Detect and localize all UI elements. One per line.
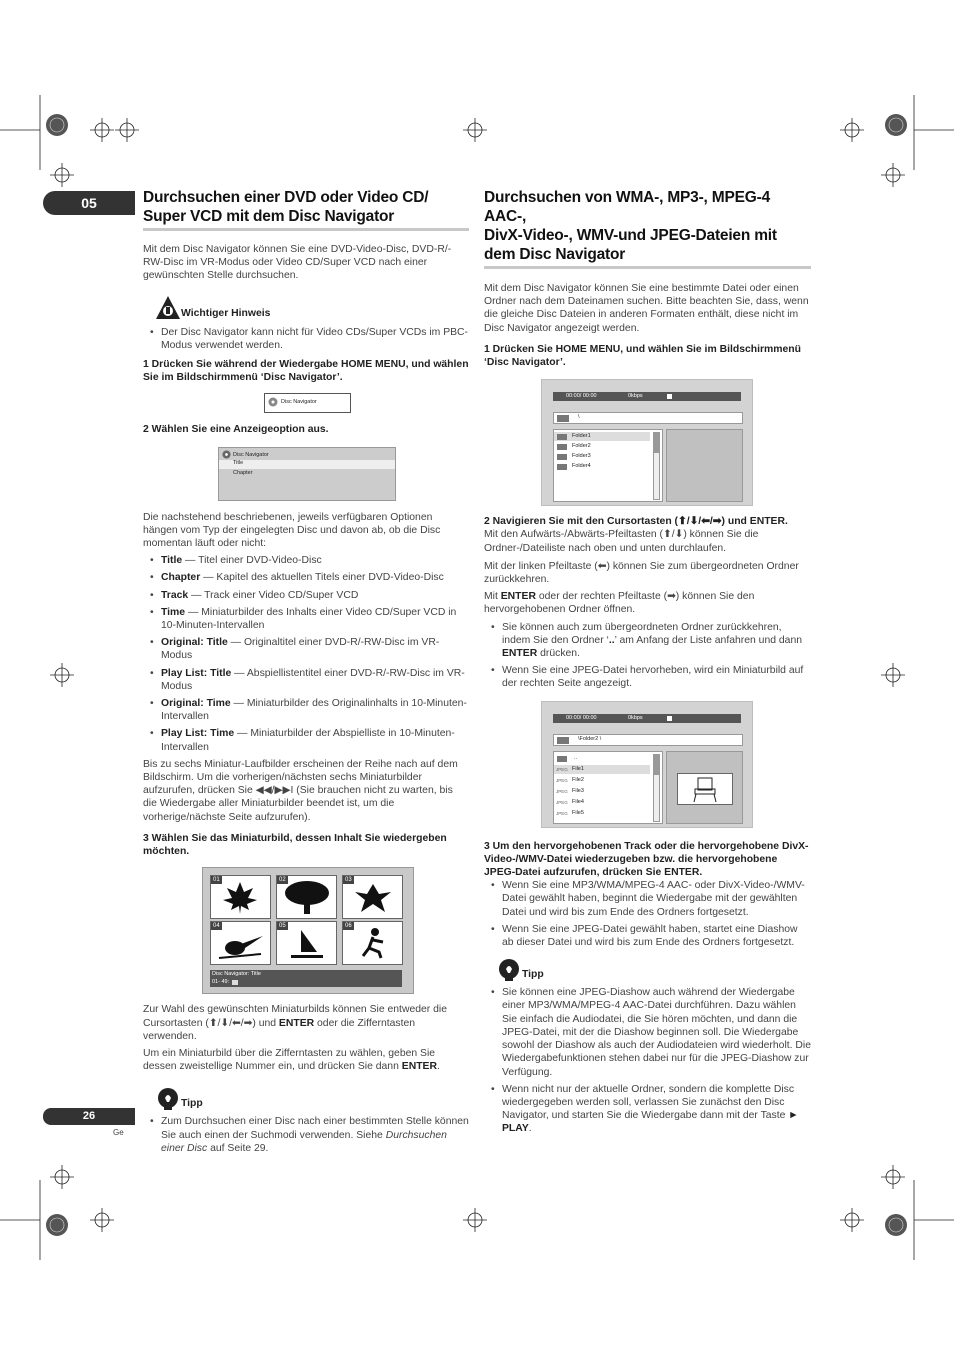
option-desc-original-title: • Original: Title — Originaltitel einer DVD-R/-RW-Disc im VR-Modus — [143, 636, 469, 662]
file-item-4[interactable]: JPEG File4 — [556, 798, 584, 805]
nav-bullets — [484, 621, 811, 691]
right-column — [484, 188, 811, 1140]
scrollbar[interactable] — [653, 432, 660, 500]
left-title-line1: Durchsuchen einer DVD oder Video CD/ — [143, 189, 429, 206]
bullet-jpeg-slideshow: • Wenn Sie eine JPEG-Datei gewählt haben, startet eine Diashow ab dieser Datei und wird bis zum Ende des Ordners fortgesetzt. — [484, 923, 811, 949]
folder-icon — [557, 756, 567, 762]
option-desc-time: • Time — Miniaturbilder des Inhalts einer Video CD/Super VCD in 10-Minuten-Intervallen — [143, 606, 469, 632]
left-section-title — [143, 188, 469, 226]
left-title-line2: Super VCD mit dem Disc Navigator — [143, 208, 395, 225]
left-title-rule — [143, 228, 469, 231]
time-readout: 00:00/ 00:00 — [566, 714, 597, 721]
thumbnail-01[interactable]: 01 — [210, 875, 271, 919]
important-icon — [155, 295, 181, 321]
jpeg-icon: JPEG — [556, 766, 568, 772]
number-text: Um ein Miniaturbild über die Zifferntasten zu wählen, geben Sie dessen zweistellige Nummer ein, und drücken Sie dann ENTER. — [143, 1047, 440, 1073]
select-text: Zur Wahl des gewünschten Miniaturbilds können Sie entweder die Cursortasten (⬆/⬇/⬅/➡) und ENTER oder die Zifferntasten verwenden. — [143, 1004, 447, 1042]
left-column — [143, 188, 469, 1159]
option-menu-title: Disc Navigator — [233, 451, 269, 458]
file-item-5[interactable]: JPEG File5 — [556, 809, 584, 816]
file-item-2[interactable]: JPEG File2 — [556, 776, 584, 783]
folder-item-2[interactable]: Folder2 — [554, 442, 650, 451]
scrollbar[interactable] — [653, 754, 660, 822]
option-desc-title: • Title — Titel einer DVD-Video-Disc — [143, 554, 469, 567]
left-tip-list — [143, 1115, 469, 1155]
options-list — [143, 554, 469, 754]
left-tip-heading — [143, 1086, 469, 1112]
time-bar — [553, 392, 741, 401]
right-tip-list — [484, 986, 811, 1135]
important-note-heading — [143, 295, 469, 321]
path-bar — [553, 412, 743, 424]
right-step2: 2 Navigieren Sie mit den Cursortasten (⬆/⬇/⬅/➡) und ENTER. — [484, 516, 788, 528]
folder-icon — [557, 444, 567, 450]
important-heading-text: Wichtiger Hinweis — [181, 307, 271, 319]
tip-icon — [496, 957, 522, 983]
language-code: Ge — [113, 1128, 124, 1137]
folder-icon — [557, 454, 567, 460]
menu-screen — [264, 393, 351, 413]
bullet-audio-playback: • Wenn Sie eine MP3/WMA/MPEG-4 AAC- oder DivX-Video-/WMV-Datei gewählt haben, beginnt die Wiedergabe mit der gewählten Datei und wird bis zum Ende des Ordners fortgesetzt. — [484, 879, 811, 919]
right-tip-heading-text: Tipp — [522, 969, 544, 981]
disc-icon — [268, 397, 278, 407]
jpeg-icon: JPEG — [556, 777, 568, 783]
important-list — [143, 326, 469, 352]
selection-cursor — [232, 980, 238, 985]
left-step3: 3 Wählen Sie das Miniaturbild, dessen Inhalt Sie wiedergeben möchten. — [143, 832, 447, 858]
right-title-line1: Durchsuchen von WMA-, MP3-, MPEG-4 AAC-, — [484, 189, 770, 225]
folder-item-1[interactable]: Folder1 — [554, 432, 650, 441]
bitrate-readout: 0kbps — [628, 714, 643, 721]
current-path: \ — [578, 414, 580, 421]
left-tip-heading-text: Tipp — [181, 1098, 203, 1110]
right-step1: 1 Drücken Sie HOME MENU, und wählen Sie im Bildschirmmenü ‘Disc Navigator’. — [484, 343, 801, 369]
important-item: • Der Disc Navigator kann nicht für Video CDs/Super VCDs im PBC-Modus verwendet werden. — [143, 326, 469, 352]
jpeg-icon: JPEG — [556, 810, 568, 816]
thumbnail-status-bar — [210, 970, 402, 987]
right-tip-heading — [484, 957, 811, 983]
thumbnail-06[interactable]: 06 — [342, 921, 403, 965]
p-left: Mit der linken Pfeiltaste (⬅) können Sie zum übergeordneten Ordner zurückkehren. — [484, 560, 799, 586]
options-intro: Die nachstehend beschriebenen, jeweils verfügbaren Optionen hängen vom Typ der eingelegten Disc und davon ab, ob die Disc momentan läuft oder nicht: — [143, 511, 441, 550]
right-section-title — [484, 188, 811, 264]
thumbnail-03[interactable]: 03 — [342, 875, 403, 919]
stop-icon — [667, 394, 672, 399]
tip-icon — [155, 1086, 181, 1112]
disc-icon — [222, 450, 231, 459]
jpeg-icon: JPEG — [556, 788, 568, 794]
right-step3: 3 Um den hervorgehobenen Track oder die hervorgehobene DivX-Video-/WMV-Datei wiederzugeben bzw. die hervorgehobene JPEG-Datei aufzurufen, drücken Sie ENTER. — [484, 840, 809, 879]
folder-item-4[interactable]: Folder4 — [554, 462, 650, 471]
folder-icon — [557, 737, 569, 744]
current-path: \Folder2 \ — [578, 735, 602, 742]
right-title-rule — [484, 266, 811, 269]
thumbnail-status-title: Disc Navigator: Title — [212, 971, 261, 978]
path-bar — [553, 734, 743, 746]
chair-icon — [678, 774, 732, 804]
thumbnail-02[interactable]: 02 — [276, 875, 337, 919]
option-desc-playlist-time: • Play List: Time — Miniaturbilder der Abspielliste in 10-Minuten-Intervallen — [143, 727, 469, 753]
thumbs-text: Bis zu sechs Miniatur-Laufbilder erscheinen der Reihe nach auf dem Bildschirm. Um die vorherigen/nächsten sechs Miniaturbilder aufzurufen, drücken Sie ◀◀/▶▶I (Sie brauchen nicht zu warten, bis die Wiedergabe aller Miniaturbilder beendet ist, um die vorherige/nächste Seite aufzurufen). — [143, 758, 458, 823]
jpeg-thumbnail — [677, 773, 733, 805]
playback-bullets — [484, 879, 811, 949]
preview-pane — [666, 751, 743, 824]
left-step1: 1 Drücken Sie während der Wiedergabe HOME MENU, und wählen Sie im Bildschirmmenü ‘Disc Navigator’. — [143, 359, 469, 384]
option-desc-playlist-title: • Play List: Title — Abspiellistentitel einer DVD-R/-RW-Disc im VR-Modus — [143, 667, 469, 693]
right-tip-whole-disc: • Wenn nicht nur der aktuelle Ordner, sondern die komplette Disc wiedergegeben werden soll, verlassen Sie zunächst den Disc Navigator, und starten Sie die Wiedergabe dann mit der Taste ► PLAY. — [484, 1083, 811, 1136]
jpeg-icon: JPEG — [556, 799, 568, 805]
menu-item-disc-navigator[interactable]: Disc Navigator — [281, 399, 317, 406]
right-title-line3: dem Disc Navigator — [484, 246, 626, 263]
parent-folder-item[interactable]: .. — [554, 754, 650, 763]
folder-item-3[interactable]: Folder3 — [554, 452, 650, 461]
bitrate-readout: 0kbps — [628, 393, 643, 400]
left-step2: 2 Wählen Sie eine Anzeigeoption aus. — [143, 424, 329, 436]
file-list — [553, 751, 663, 824]
bullet-parent-folder: • Sie können auch zum übergeordneten Ordner zurückkehren, indem Sie den Ordner ‘..’ am Anfang der Liste anfahren und dann ENTER drücken. — [484, 621, 811, 661]
page-number: 26 — [43, 1108, 135, 1125]
file-item-3[interactable]: JPEG File3 — [556, 787, 584, 794]
folder-screen — [541, 379, 753, 506]
right-intro: Mit dem Disc Navigator können Sie eine bestimmte Datei oder einen Ordner nach dem Dateinamen suchen. Bitte beachten Sie, dass, wenn die gleiche Disc Dateien in anderen Formaten enthält, diese nicht im Disc Navigator angezeigt werden. — [484, 283, 809, 334]
left-tip-item: • Zum Durchsuchen einer Disc nach einer bestimmten Stelle können Sie auch einen der Suchmodi verwenden. Siehe Durchsuchen einer Disc auf Seite 29. — [143, 1115, 469, 1155]
option-desc-track: • Track — Track einer Video CD/Super VCD — [143, 589, 469, 602]
time-readout: 00:00/ 00:00 — [566, 393, 597, 400]
option-title[interactable]: Title — [219, 460, 395, 469]
thumbnail-05[interactable]: 05 — [276, 921, 337, 965]
thumbnail-04[interactable]: 04 — [210, 921, 271, 965]
p-updown: Mit den Aufwärts-/Abwärts-Pfeiltasten (⬆/⬇) können Sie die Ordner-/Dateiliste nach oben und unten durchlaufen. — [484, 529, 759, 554]
folder-icon — [557, 434, 567, 440]
thumbnail-status-range: 01- 49: — [212, 979, 230, 986]
option-desc-original-time: • Original: Time — Miniaturbilder des Originalinhalts in 10-Minuten-Intervallen — [143, 697, 469, 723]
option-menu-screen — [218, 447, 396, 501]
chapter-tab: 05 — [43, 191, 135, 215]
folder-icon — [557, 464, 567, 470]
time-bar — [553, 714, 741, 723]
bullet-jpeg-preview: • Wenn Sie eine JPEG-Datei hervorheben, wird ein Miniaturbild auf der rechten Seite angezeigt. — [484, 664, 811, 690]
left-intro: Mit dem Disc Navigator können Sie eine DVD-Video-Disc, DVD-R/-RW-Disc im VR-Modus oder Video CD/Super VCD nach einer gewünschten Stelle durchsuchen. — [143, 244, 452, 282]
file-screen — [541, 701, 753, 828]
right-title-line2: DivX-Video-, WMV-und JPEG-Dateien mit — [484, 227, 777, 244]
thumbnail-screen — [202, 867, 414, 994]
p-enter: Mit ENTER oder der rechten Pfeiltaste (➡) können Sie den hervorgehobenen Ordner öffnen. — [484, 591, 755, 616]
folder-list — [553, 429, 663, 502]
folder-icon — [557, 415, 569, 422]
file-item-1[interactable]: JPEG File1 — [554, 765, 650, 774]
option-chapter[interactable]: Chapter — [233, 469, 253, 476]
preview-pane — [666, 429, 743, 502]
right-tip-slideshow: • Sie können eine JPEG-Diashow auch während der Wiedergabe einer MP3/WMA/MPEG-4 AAC-Datei durchführen. Dazu wählen Sie einfach die Audiodatei, die Sie hören möchten, und dann die JPEG-Datei, mit der die Diashow beginnen soll. Die Wiedergabe sowohl der Diashow als auch der Audiodateien wird wiederholt. Die Wiedergabefunktionen stehen dabei nur für die JPEG-Diashow zur Verfügung. — [484, 986, 811, 1078]
stop-icon — [667, 716, 672, 721]
option-desc-chapter: • Chapter — Kapitel des aktuellen Titels einer DVD-Video-Disc — [143, 571, 469, 584]
